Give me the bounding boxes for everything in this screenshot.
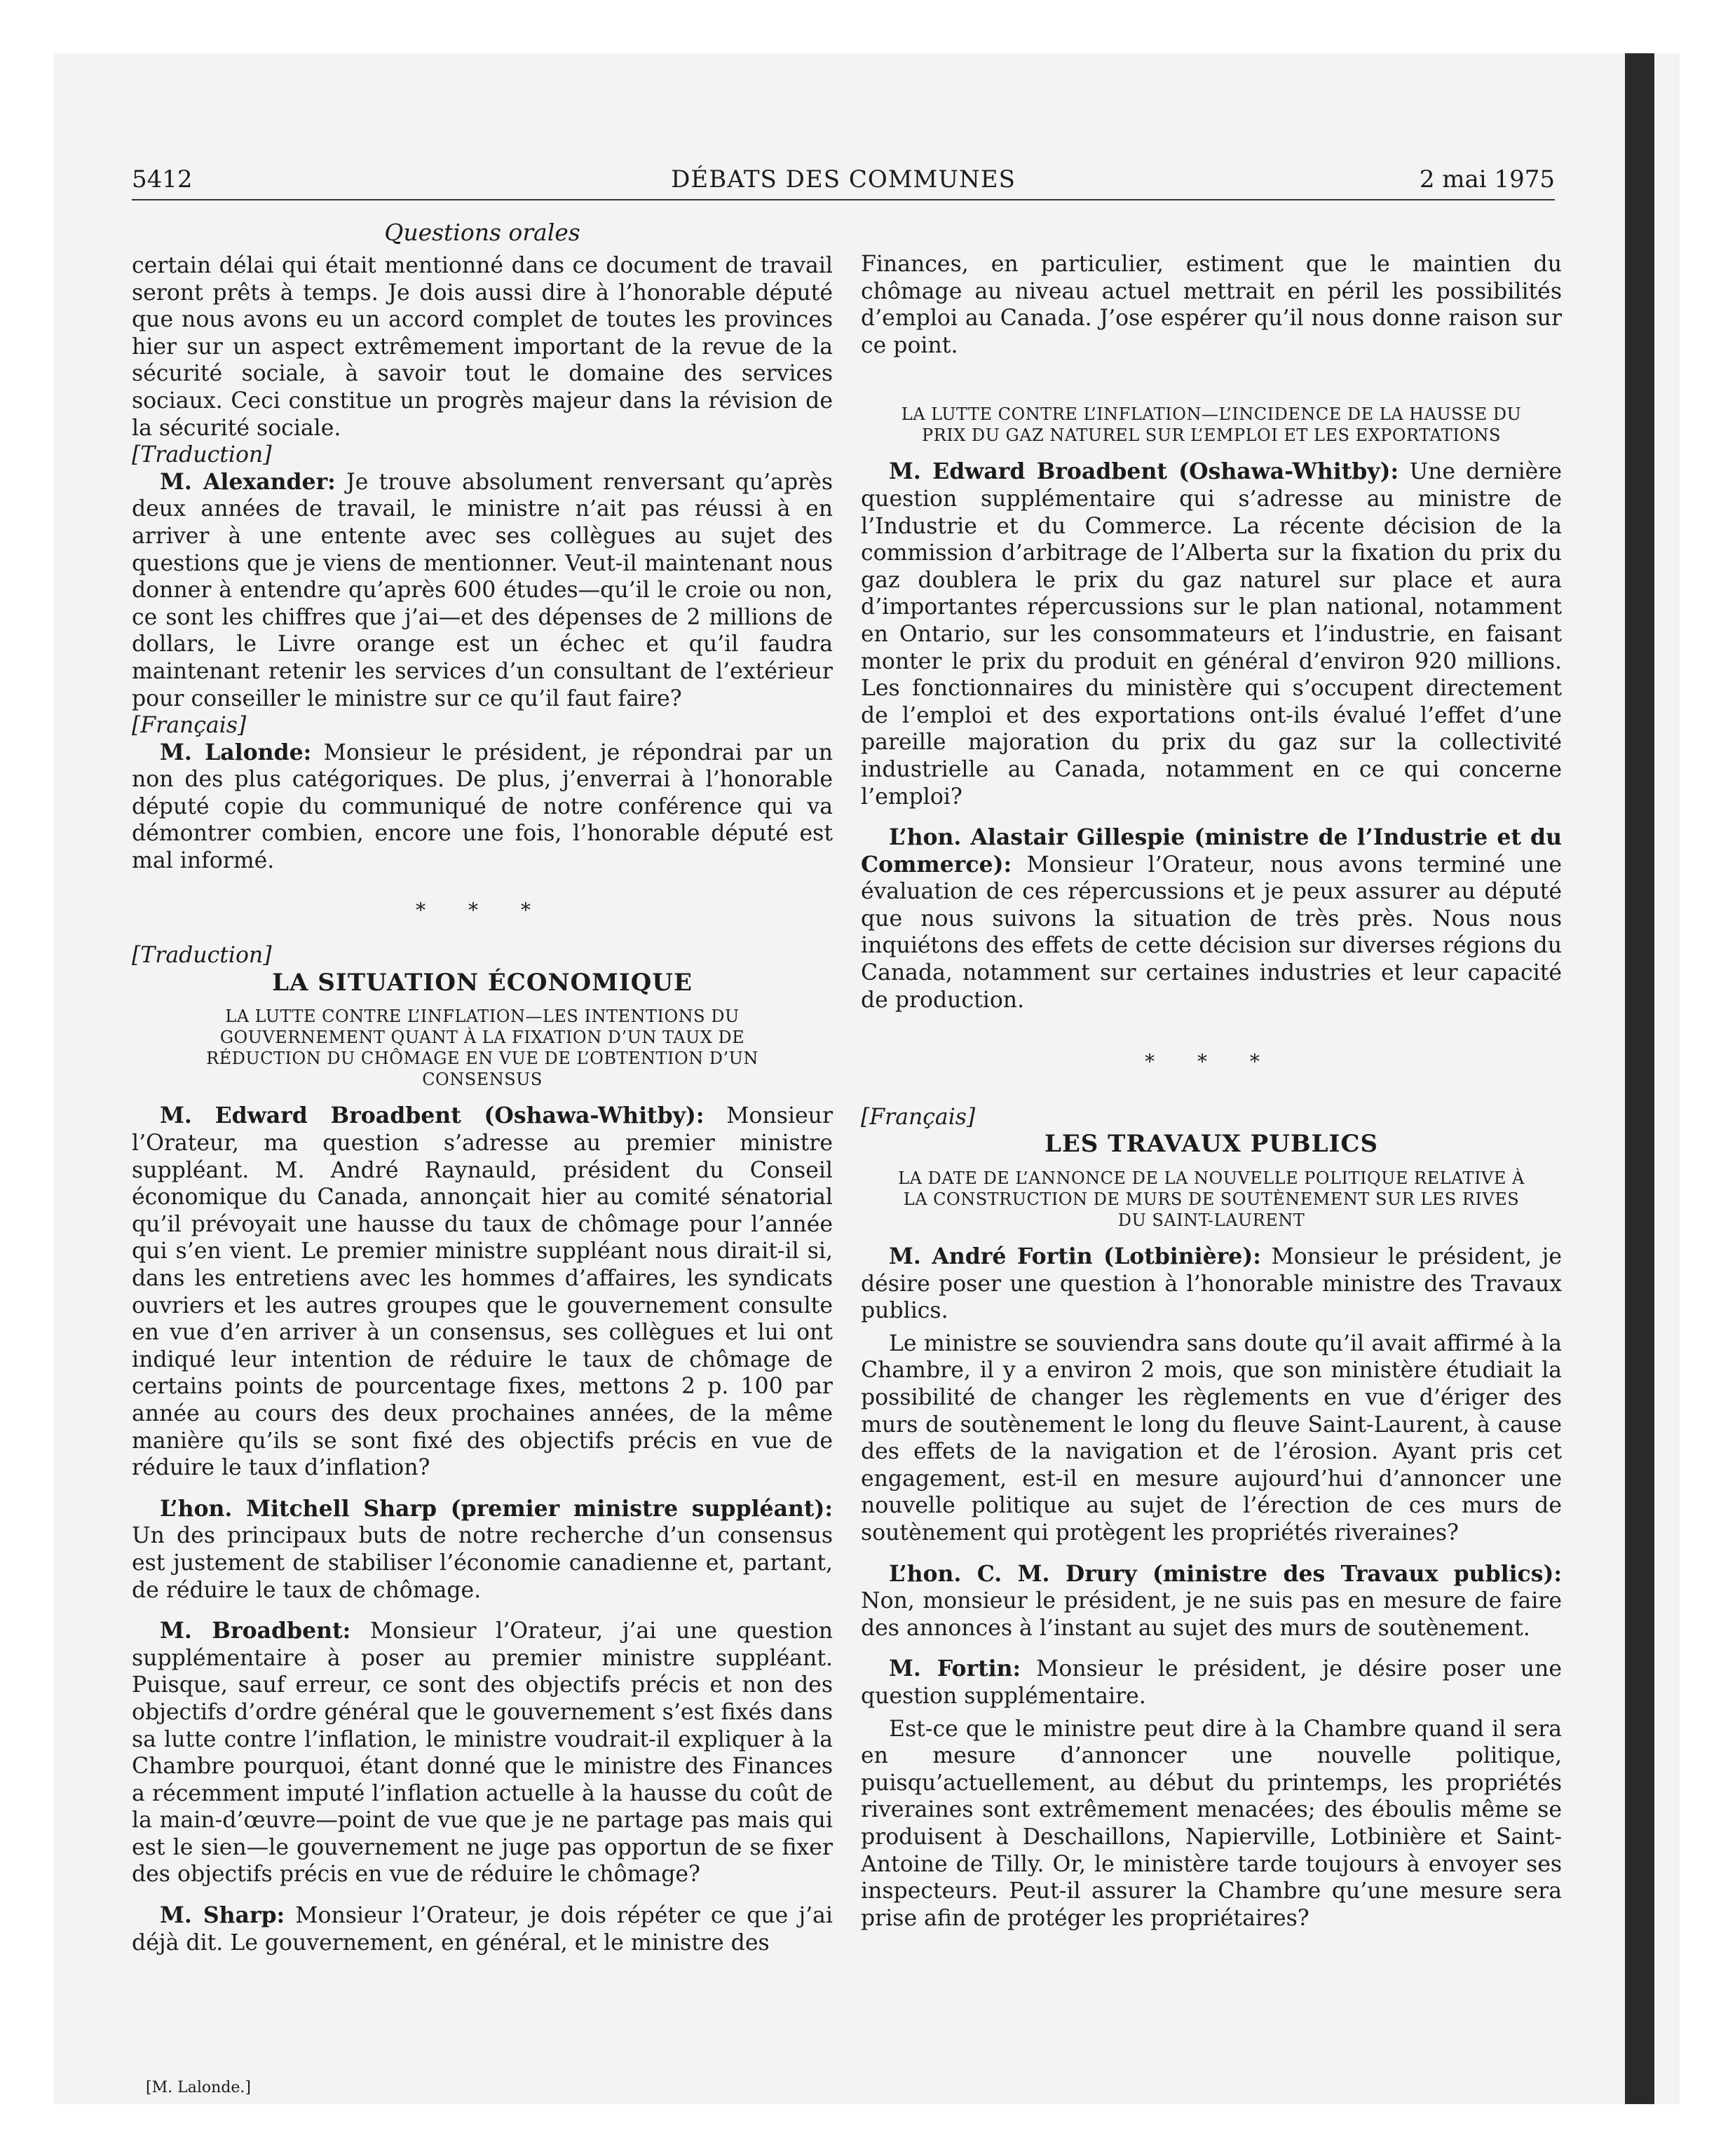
speaker-name: M. Edward Broadbent (Oshawa-Whitby): [889,458,1399,485]
speech-paragraph [861,1656,1562,1710]
speaker-name: M. Lalonde: [160,739,312,765]
page-number: 5412 [132,165,193,193]
paragraph: Est-ce que le ministre peut dire à la Chambre quand il sera en mesure d’annoncer une nouvelle politique, puisqu’actuellement, au début du printemps, les propriétés riveraines sont extrêmement menacées; des éboulis même se produisent à Deschaillons, Napierville, Lotbinière et Saint-Antoine de Tilly. Or, le ministère tarde toujours à envoyer ses inspecteurs. Peut-il assurer la Chambre qu’une mesure sera prise afin de protéger les propriétaires? [861,1716,1562,1931]
issue-date: 2 mai 1975 [1419,165,1555,193]
speech-text: Je trouve absolument renversant qu’après deux années de travail, le ministre n’ait pas réussi à en arriver à une entente avec ses collègues au sujet des questions que je viens de mentionner. Veut-il maintenant nous donner à entendre qu’après 600 études—qu’il le croie ou non, ce sont les chiffres que j’ai—et des dépenses de 2 millions de dollars, le Livre orange est un échec et qu’il faudra maintenant retenir les services d’un consultant de l’extérieur pour conseiller le ministre sur ce qu’il faut faire? [132,469,833,711]
speaker-name: L’hon. C. M. Drury (ministre des Travaux publics): [889,1560,1562,1587]
section-separator: * * * [1145,1050,1278,1074]
rubric-heading: LA SITUATION ÉCONOMIQUE [272,968,693,997]
language-tag: [Traduction] [132,442,272,468]
speech-text: Monsieur l’Orateur, nous avons terminé une évaluation de ces répercussions et je peux assurer au député que nous suivons la situation de très près. Nous nous inquiétons des effets de cette décision sur diverses régions du Canada, notamment sur certaines industries et leur capacité de production. [861,852,1562,1013]
sub-heading: LA DATE DE L’ANNONCE DE LA NOUVELLE POLITIQUE RELATIVE À LA CONSTRUCTION DE MURS DE SOUTÈNEMENT SUR LES RIVES DU SAINT-LAURENT [898,1168,1525,1231]
speaker-name: M. Fortin: [889,1656,1021,1682]
paragraph: Le ministre se souviendra sans doute qu’il avait affirmé à la Chambre, il y a environ 2 mois, que son ministère étudiait la possibilité de changer les règlements en vue d’ériger des murs de soutènement le long du fleuve Saint-Laurent, à cause des effets de la navigation et de l’érosion. Ayant pris cet engagement, est-il en mesure aujourd’hui d’annoncer une nouvelle politique au sujet de l’érection de ces murs de soutènement qui protègent les propriétés riveraines? [861,1330,1562,1546]
speech-paragraph [132,1902,833,1956]
speaker-name: M. Edward Broadbent (Oshawa-Whitby): [160,1103,705,1129]
publication-title: DÉBATS DES COMMUNES [671,165,1016,193]
speech-text: Monsieur l’Orateur, je dois répéter ce que j’ai déjà dit. Le gouvernement, en général, et le ministre des [132,1903,833,1956]
scan-edge-bar [1625,53,1654,2104]
speaker-name: L’hon. Mitchell Sharp (premier ministre suppléant): [160,1495,833,1522]
speech-paragraph [132,1496,833,1604]
speaker-name: M. Sharp: [160,1902,285,1929]
right-column [861,251,1562,1932]
speech-text: Monsieur le président, je répondrai par un non des plus catégoriques. De plus, j’enverrai à l’honorable député copie du communiqué de notre conférence qui va démontrer combien, encore une fois, l’honorable député est mal informé. [132,739,833,874]
left-column [132,252,833,1956]
speech-text: Non, monsieur le président, je ne suis pas en mesure de faire des annonces à l’instant au sujet des murs de soutènement. [861,1588,1562,1641]
speech-text: Monsieur le président, je désire poser une question à l’honorable ministre des Travaux publics. [861,1244,1562,1324]
speaker-name: M. André Fortin (Lotbinière): [889,1243,1261,1270]
language-tag: [Traduction] [132,943,272,969]
speaker-name: L’hon. Alastair Gillespie (ministre de l’Industrie et du Commerce): [861,824,1562,878]
sub-heading: LA LUTTE CONTRE L’INFLATION—LES INTENTIONS DU GOUVERNEMENT QUANT À LA FIXATION D’UN TAUX DE RÉDUCTION DU CHÔMAGE EN VUE DE L’OBTENTION D’UN CONSENSUS [206,1007,758,1090]
document-page [132,165,1562,2096]
speech-text: Monsieur le président, je désire poser une question supplémentaire. [861,1656,1562,1709]
speech-paragraph [861,1561,1562,1642]
speech-paragraph [861,824,1562,1014]
speech-paragraph [132,739,833,875]
section-separator: * * * [416,898,549,922]
rubric-heading: LES TRAVAUX PUBLICS [1044,1130,1379,1159]
paragraph: Finances, en particulier, estiment que le maintien du chômage au niveau actuel mettrait en péril les possibilités d’emploi au Canada. J’ose espérer qu’il nous donne raison sur ce point. [861,252,1562,358]
language-tag: [Français] [132,713,247,739]
speech-text: Un des principaux buts de notre recherche d’un consensus est justement de stabiliser l’économie canadienne et, partant, de réduire le taux de chômage. [132,1523,833,1603]
section-label: Questions orales [384,219,580,246]
running-header [132,165,1555,200]
speech-text: Une dernière question supplémentaire qui s’adresse au ministre de l’Industrie et du Commerce. La récente décision de la commission d’arbitrage de l’Alberta sur la fixation du prix du gaz doublera le prix du gaz naturel sur place et aura d’importantes répercussions sur le plan national, notamment en Ontario, sur les consommateurs et l’industrie, en faisant monter le prix du produit en général d’environ 920 millions. Les fonctionnaires du ministère qui s’occupent directement de l’emploi et des exportations ont-ils évalué l’effet d’une pareille majoration du prix du gaz sur la collectivité industrielle au Canada, notamment en ce qui concerne l’emploi? [861,459,1562,810]
speech-text: Monsieur l’Orateur, ma question s’adresse au premier ministre suppléant. M. André Raynauld, président du Conseil économique du Canada, annonçait hier au comité sénatorial qu’il prévoyait une hausse du taux de chômage pour l’année qui s’en vient. Le premier ministre suppléant nous dirait-il si, dans les entretiens avec les hommes d’affaires, les syndicats ouvriers et les autres groupes que le gouvernement consulte en vue d’en arriver à un consensus, ses collègues et lui ont indiqué leur intention de réduire le taux de chômage de certains points de pourcentage fixes, mettons 2 p. 100 par année au cours des deux prochaines années, de la même manière qu’ils se sont fixé des objectifs précis en vue de réduire le taux d’inflation? [132,1103,834,1481]
language-tag: [Français] [861,1104,976,1130]
footer-note: [M. Lalonde.] [146,2079,251,2096]
speech-paragraph [132,1103,833,1481]
sub-heading: LA LUTTE CONTRE L’INFLATION—L’INCIDENCE DE LA HAUSSE DU PRIX DU GAZ NATUREL SUR L’EMPLOI ET LES EXPORTATIONS [901,404,1522,446]
speech-paragraph [861,458,1562,810]
speech-text: Monsieur l’Orateur, j’ai une question supplémentaire à poser au premier ministre suppléant. Puisque, sauf erreur, ce sont des objectifs précis et non des objectifs d’ordre général que le gouvernement s’est fixés dans sa lutte contre l’inflation, le ministre voudrait-il expliquer à la Chambre pourquoi, étant donné que le ministre des Finances a récemment imputé l’inflation actuelle à la hausse du coût de la main-d’œuvre—point de vue que je ne partage pas mais qui est le sien—le gouvernement ne juge pas opportun de se fixer des objectifs précis en vue de réduire le chômage? [132,1618,833,1888]
speech-paragraph [132,469,833,712]
speech-paragraph [861,1243,1562,1325]
speech-paragraph [132,1618,833,1888]
speaker-name: M. Alexander: [160,468,336,495]
paragraph: certain délai qui était mentionné dans ce document de travail seront prêts à temps. Je dois aussi dire à l’honorable député que nous avons eu un accord complet de toutes les provinces hier sur un aspect extrêmement important de la revue de la sécurité sociale, à savoir tout le domaine des services sociaux. Ceci constitue un progrès majeur dans la révision de la sécurité sociale. [132,253,833,441]
speaker-name: M. Broadbent: [160,1618,351,1644]
